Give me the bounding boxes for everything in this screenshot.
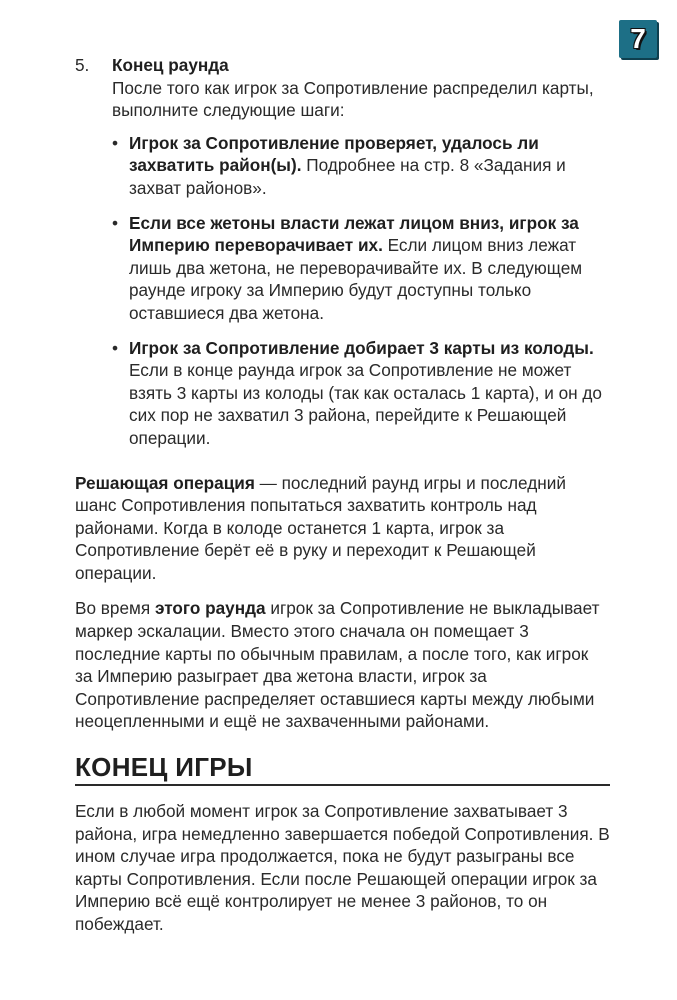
bullet-item [112,132,610,200]
step-number: 5. [75,55,90,75]
step-title: Конец раунда [112,55,229,75]
decisive-operation-term: Решающая операция [75,472,255,493]
bullet-text: Если лицом вниз лежат лишь два жетона, не переворачивайте их. В следующем раунде игроку за Империю будут доступны только оставшиеся два жетона. [129,235,583,323]
bullet-item [112,337,610,450]
step-intro: После того как игрок за Сопротивление распределил карты, выполните следующие шаги: [112,77,594,121]
this-round-paragraph [75,597,610,733]
decisive-operation-paragraph [75,472,610,585]
bullet-bold: Игрок за Сопротивление проверяет, удалось ли захватить район(ы). [129,132,539,176]
end-game-heading: КОНЕЦ ИГРЫ [75,752,253,783]
bullet-bold: Если все жетоны власти лежат лицом вниз, игрок за Империю переворачивает их. [129,212,579,256]
bullet-bold: Игрок за Сопротивление добирает 3 карты из колоды. [129,337,594,358]
this-round-text: игрок за Сопротивление не выкладывает маркер эскалации. Вместо этого сначала он помещает 3 последние карты по обычным правилам, а после того, как игрок за Империю разыграет два жетона власти, игрок за Сопротивление распределяет оставшиеся карты между любыми неоцепленными и ещё не захваченными районами. [75,598,600,732]
bullet-text: Если в конце раунда игрок за Сопротивление не может взять 3 карты из колоды (так как осталась 1 карта), и он до сих пор не захватил 3 района, перейдите к Решающей операции. [129,360,602,448]
page-number: 7 [630,23,646,54]
step-body [112,54,610,462]
page-number-badge [619,20,657,58]
bullet-item [112,212,610,325]
decisive-operation-text: — последний раунд игры и последний шанс Сопротивления попытаться захватить контроль над районами. Когда в колоде останется 1 карта, игрок за Сопротивление берёт её в руку и переходит к Решающей операции. [75,472,566,583]
this-round-pre: Во время [75,598,155,619]
heading-underline [75,784,610,786]
page-content [75,54,610,936]
end-game-paragraph: Если в любой момент игрок за Сопротивление захватывает 3 района, игра немедленно завершается победой Сопротивления. В ином случае игра продолжается, пока не будут разыграны все карты Сопротивления. Если после Решающей операции игрок за Империю всё ещё контролирует не менее 3 районов, то он побеждает. [75,801,610,934]
bullet-text: Подробнее на стр. 8 «Задания и захват районов». [129,155,566,198]
step-bullet-list [112,132,610,450]
step-end-of-round [75,54,610,462]
this-round-term: этого раунда [154,598,266,619]
step-title-line [112,54,610,77]
